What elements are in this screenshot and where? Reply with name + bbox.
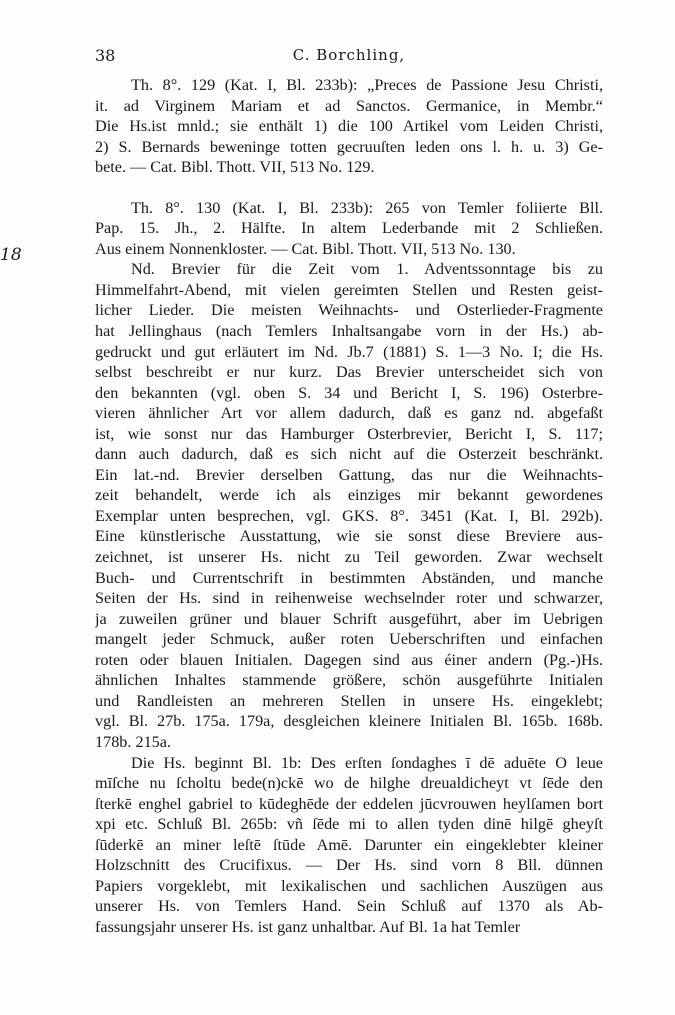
text-line: licher Lieder. Die meisten Weihnachts- und Osterlieder-Fragmente bbox=[95, 301, 603, 320]
paragraph-gap bbox=[95, 178, 603, 198]
text-line: Nd. Brevier für die Zeit vom 1. Adventssonntage bis zu bbox=[131, 260, 603, 279]
text-line: Aus einem Nonnenkloster. — Cat. Bibl. Thott. VII, 513 No. 130. bbox=[95, 239, 516, 258]
text-line: Exemplar unten besprechen, vgl. GKS. 8°. 3451 (Kat. I, Bl. 292b). bbox=[95, 506, 603, 525]
text-line: dann auch dadurch, daß es sich nicht auf die Osterzeit beschränkt. bbox=[95, 445, 603, 464]
text-line: Die Hs. beginnt Bl. 1b: Des erſten ſondaghes ī dē aduēte O leue bbox=[131, 753, 603, 772]
text-line: selbst beschreibt er nur kurz. Das Brevier unterscheidet sich von bbox=[95, 363, 603, 382]
text-line: Holzschnitt des Crucifixus. — Der Hs. sind vorn 8 Bll. dünnen bbox=[95, 856, 603, 875]
page-number: 38 bbox=[95, 46, 116, 65]
text-line: ähnlichen Inhaltes stammende größere, schön ausgeführte Initialen bbox=[95, 671, 603, 690]
running-title: C. Borchling, bbox=[292, 46, 406, 64]
text-line: 178b. 215a. bbox=[95, 732, 171, 751]
text-line: xpi etc. Schluß Bl. 265b: vñ ſēde mi to allen tyden dinē hilgē gheyſt bbox=[95, 815, 603, 834]
text-line: Himmelfahrt-Abend, mit vielen gereimten Stellen und Resten geist- bbox=[95, 280, 603, 299]
text-line: den bekannten (vgl. oben S. 34 und Bericht I, S. 196) Osterbre- bbox=[95, 383, 603, 402]
body-text bbox=[95, 75, 603, 958]
text-line: mīſche nu ſcholtu bede(n)ckē wo de hilghe dreualdicheyt vt ſēde den bbox=[95, 774, 603, 793]
text-line: unserer Hs. von Temlers Hand. Sein Schluß auf 1370 als Ab- bbox=[95, 897, 603, 916]
text-line: 2) S. Bernards beweninge totten gecruuſten leden ons l. h. u. 3) Ge- bbox=[95, 137, 603, 156]
text-line: zeichnet, ist unserer Hs. nicht zu Teil geworden. Zwar wechselt bbox=[95, 548, 603, 567]
text-line bbox=[95, 937, 603, 958]
text-line: Pap. 15. Jh., 2. Hälfte. In altem Lederbande mit 2 Schließen. bbox=[95, 219, 603, 238]
text-line: ſūderkē an miner leſtē ſtūde Amē. Darunter ein eingeklebter kleiner bbox=[95, 835, 603, 854]
text-line: vgl. Bl. 27b. 175a. 179a, desgleichen kleinere Initialen Bl. 165b. 168b. bbox=[95, 712, 603, 731]
text-line: und Randleisten an mehreren Stellen in unsere Hs. eingeklebt; bbox=[95, 691, 603, 710]
text-line: mangelt jeder Schmuck, außer roten Ueberschriften und einfachen bbox=[95, 630, 603, 649]
text-line: Die Hs.ist mnld.; sie enthält 1) die 100 Artikel vom Leiden Christi, bbox=[95, 117, 603, 136]
entry-th-8-129 bbox=[95, 75, 603, 178]
text-line: Eine künstlerische Ausstattung, wie sie sonst diese Breviere aus- bbox=[95, 527, 603, 546]
entry-th-8-130 bbox=[95, 198, 603, 958]
text-line: ja zuweilen grüner und blauer Schrift ausgeführt, aber im Uebrigen bbox=[95, 609, 603, 628]
text-line: zeit behandelt, werde ich als einziges mir bekannt gewordenes bbox=[95, 486, 603, 505]
text-line: Papiers vorgeklebt, mit lexikalischen und sachlichen Auszügen aus bbox=[95, 876, 603, 895]
text-line: roten oder blauen Initialen. Dagegen sind aus éiner andern (Pg.-)Hs. bbox=[95, 650, 603, 669]
page-header bbox=[95, 46, 603, 70]
text-line: Buch- und Currentschrift in bestimmten Abständen, und manche bbox=[95, 568, 603, 587]
text-line: gedruckt und gut erläutert im Nd. Jb.7 (1881) S. 1—3 No. I; die Hs. bbox=[95, 342, 603, 361]
text-line: Ein lat.-nd. Brevier derselben Gattung, das nur die Weihnachts- bbox=[95, 465, 603, 484]
text-line: Th. 8°. 129 (Kat. I, Bl. 233b): „Preces de Passione Jesu Christi, bbox=[131, 76, 603, 94]
text-line: hat Jellinghaus (nach Temlers Inhaltsangabe vorn in der Hs.) ab- bbox=[95, 322, 603, 341]
text-line: ſterkē enghel gabriel to kūdeghēde der eddelen jūcvrouwen heylſamen bort bbox=[95, 794, 603, 813]
text-line: Th. 8°. 130 (Kat. I, Bl. 233b): 265 von Temler foliierte Bll. bbox=[131, 198, 603, 217]
text-line: vieren ähnlicher Art vor allem dadurch, daß es ganz nd. abgefaßt bbox=[95, 404, 603, 423]
text-line: fassungsjahr unserer Hs. ist ganz unhaltbar. Auf Bl. 1a hat Temler bbox=[95, 917, 521, 936]
margin-note: 18 bbox=[0, 245, 22, 265]
text-line: bete. — Cat. Bibl. Thott. VII, 513 No. 129. bbox=[95, 158, 375, 177]
text-line: it. ad Virginem Mariam et ad Sanctos. Germanice, in Membr.“ bbox=[95, 96, 603, 115]
text-line: Seiten der Hs. sind in reihenweise wechselnder roter und schwarzer, bbox=[95, 589, 603, 608]
text-line: ist, wie sonst nur das Hamburger Osterbrevier, Bericht I, S. 117; bbox=[95, 424, 603, 443]
